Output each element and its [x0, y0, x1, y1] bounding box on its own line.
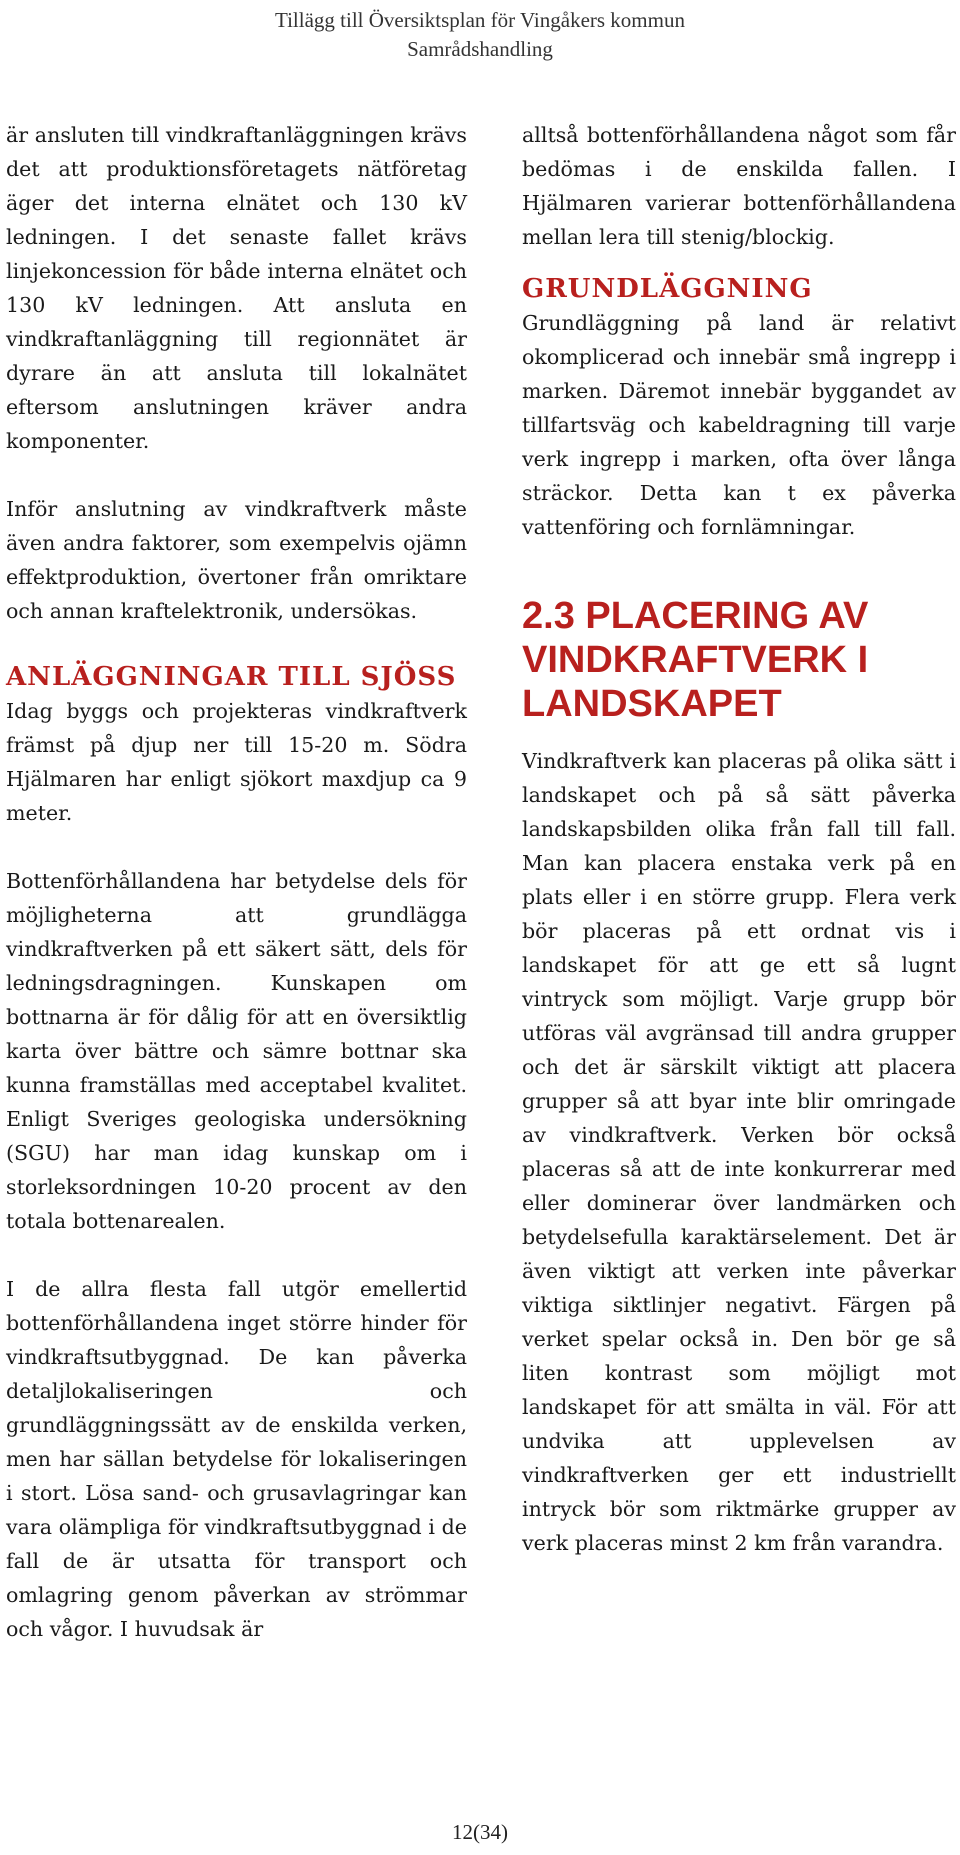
- section-heading-grundlaggning: GRUNDLÄGGNING: [522, 274, 813, 304]
- paragraph: är ansluten till vindkraftanläggningen krävs det att produktionsföretagets nätföretag äger det interna elnätet och 130 kV ledningen. I det senaste fallet krävs linjekoncession för både interna elnätet och 130 kV ledningen. Att ansluta en vindkraftanläggning till regionnätet är dyrare än att ansluta till lokalnätet eftersom anslutningen kräver andra komponenter.: [6, 123, 467, 453]
- paragraph: alltså bottenförhållandena något som får bedömas i de enskilda fallen. I Hjälmaren varierar bottenförhållandena mellan lera till stenig/blockig.: [522, 123, 956, 249]
- paragraph: I de allra flesta fall utgör emellertid bottenförhållandena inget större hinder för vindkraftsutbyggnad. De kan påverka detaljlokaliseringen och grundläggningssätt av de enskilda verken, men har sällan betydelse för lokaliseringen i stort. Lösa sand- och grusavlagringar kan vara olämpliga för vindkraftsutbyggnad i de fall de är utsatta för transport och omlagring genom påverkan av strömmar och vågor. I huvudsak är: [6, 1277, 467, 1641]
- paragraph: Bottenförhållandena har betydelse dels för möjligheterna att grundlägga vindkraftverken på ett säkert sätt, dels för ledningsdragningen. Kunskapen om bottnarna är för dålig för att en översiktlig karta över bättre och sämre bottnar ska kunna framställas med acceptabel kvalitet. Enligt Sveriges geologiska undersökning (SGU) har man idag kunskap om i storleksordningen 10-20 procent av den totala bottenarealen.: [6, 869, 467, 1233]
- section-heading-sjoss: ANLÄGGNINGAR TILL SJÖSS: [6, 662, 457, 692]
- left-column: [6, 118, 467, 1646]
- document-status: Samrådshandling: [407, 37, 553, 61]
- page-number: 12(34): [452, 1820, 508, 1844]
- paragraph: Grundläggning på land är relativt okomplicerad och innebär små ingrepp i marken. Däremot innebär byggandet av tillfartsväg och kabeldragning till varje verk ingrepp i marken, ofta över långa sträckor. Detta kan t ex påverka vattenföring och fornlämningar.: [522, 311, 956, 539]
- right-column: [522, 118, 956, 1560]
- paragraph: Idag byggs och projekteras vindkraftverk främst på djup ner till 15-20 m. Södra Hjälmaren har enligt sjökort maxdjup ca 9 meter.: [6, 699, 467, 825]
- document-title: Tillägg till Översiktsplan för Vingåkers kommun: [275, 8, 685, 32]
- page-header: [0, 6, 960, 64]
- paragraph: Inför anslutning av vindkraftverk måste även andra faktorer, som exempelvis ojämn effektproduktion, övertoner från omriktare och annan kraftelektronik, undersökas.: [6, 497, 467, 623]
- chapter-heading-placering: 2.3 PLACERING AV VINDKRAFTVERK I LANDSKAPET: [522, 595, 869, 725]
- paragraph: Vindkraftverk kan placeras på olika sätt i landskapet och på så sätt påverka landskapsbilden olika från fall till fall. Man kan placera enstaka verk på en plats eller i en större grupp. Flera verk bör placeras på ett ordnat vis i landskapet för att ge ett så lugnt vintryck som möjligt. Varje grupp bör utföras väl avgränsad till andra grupper och det är särskilt viktigt att placera grupper så att byar inte blir omringade av vindkraftverk. Verken bör också placeras så att de inte konkurrerar med eller dominerar över landmärken och betydelsefulla karaktärselement. Det är även viktigt att verken inte påverkar viktiga siktlinjer negativt. Färgen på verket spelar också in. Den bör ge så liten kontrast som möjligt mot landskapet för att smälta in väl. För att undvika att upplevelsen av vindkraftverken ger ett industriellt intryck bör som riktmärke grupper av verk placeras minst 2 km från varandra.: [522, 749, 956, 1555]
